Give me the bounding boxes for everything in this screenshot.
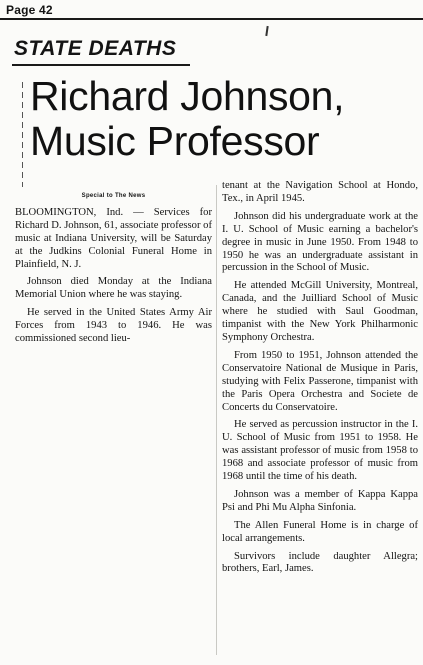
top-rule — [0, 18, 423, 20]
byline: Special to The News — [81, 193, 146, 199]
article-column-left — [15, 190, 212, 351]
column-edge-rule — [22, 82, 23, 187]
column-divider — [216, 185, 217, 655]
headline-line-2: Music Professor — [30, 118, 320, 164]
headline — [30, 74, 418, 164]
section-title: STATE DEATHS — [14, 37, 177, 60]
print-mark — [265, 26, 268, 36]
paragraph: Johnson was a member of Kappa Kappa Psi and Phi Mu Alpha Sinfonia. — [222, 488, 418, 513]
section-underline — [12, 64, 190, 66]
article-column-right — [222, 180, 418, 581]
paragraph: Johnson did his undergraduate work at the I. U. School of Music earning a bachelor's degree in music in June 1950. From 1948 to 1950 he was an undergraduate assistant in percussion in the School of Music. — [222, 210, 418, 274]
headline-line-1: Richard Johnson, — [30, 73, 345, 119]
page-number: Page 42 — [6, 3, 53, 17]
paragraph: Survivors include daughter Allegra; brothers, Earl, James. — [222, 550, 418, 575]
paragraph: Johnson died Monday at the Indiana Memorial Union where he was staying. — [15, 276, 212, 301]
paragraph: He served as percussion instructor in the I. U. School of Music from 1951 to 1958. He was assistant professor of music from 1958 to 1968 and associate professor of music from 1968 until the time of his death. — [222, 419, 418, 483]
paragraph: From 1950 to 1951, Johnson attended the Conservatoire National de Musique in Paris, studying with Felix Passerone, timpanist with the Paris Opera Orchestra and Societe de Concerts du Conservatoire. — [222, 349, 418, 413]
paragraph: The Allen Funeral Home is in charge of local arrangements. — [222, 519, 418, 544]
paragraph: He served in the United States Army Air Forces from 1943 to 1946. He was commissioned second lieu- — [15, 307, 212, 345]
paragraph: tenant at the Navigation School at Hondo, Tex., in April 1945. — [222, 180, 418, 204]
paragraph: He attended McGill University, Montreal, Canada, and the Juilliard School of Music where he studied with Saul Goodman, timpanist with the New York Philharmonic Symphony Orchestra. — [222, 280, 418, 343]
paragraph: BLOOMINGTON, Ind. — Services for Richard D. Johnson, 61, associate professor of music at Indiana University, will be Saturday at the Judkins Colonial Funeral Home in Plainfield, N. J. — [15, 206, 212, 270]
